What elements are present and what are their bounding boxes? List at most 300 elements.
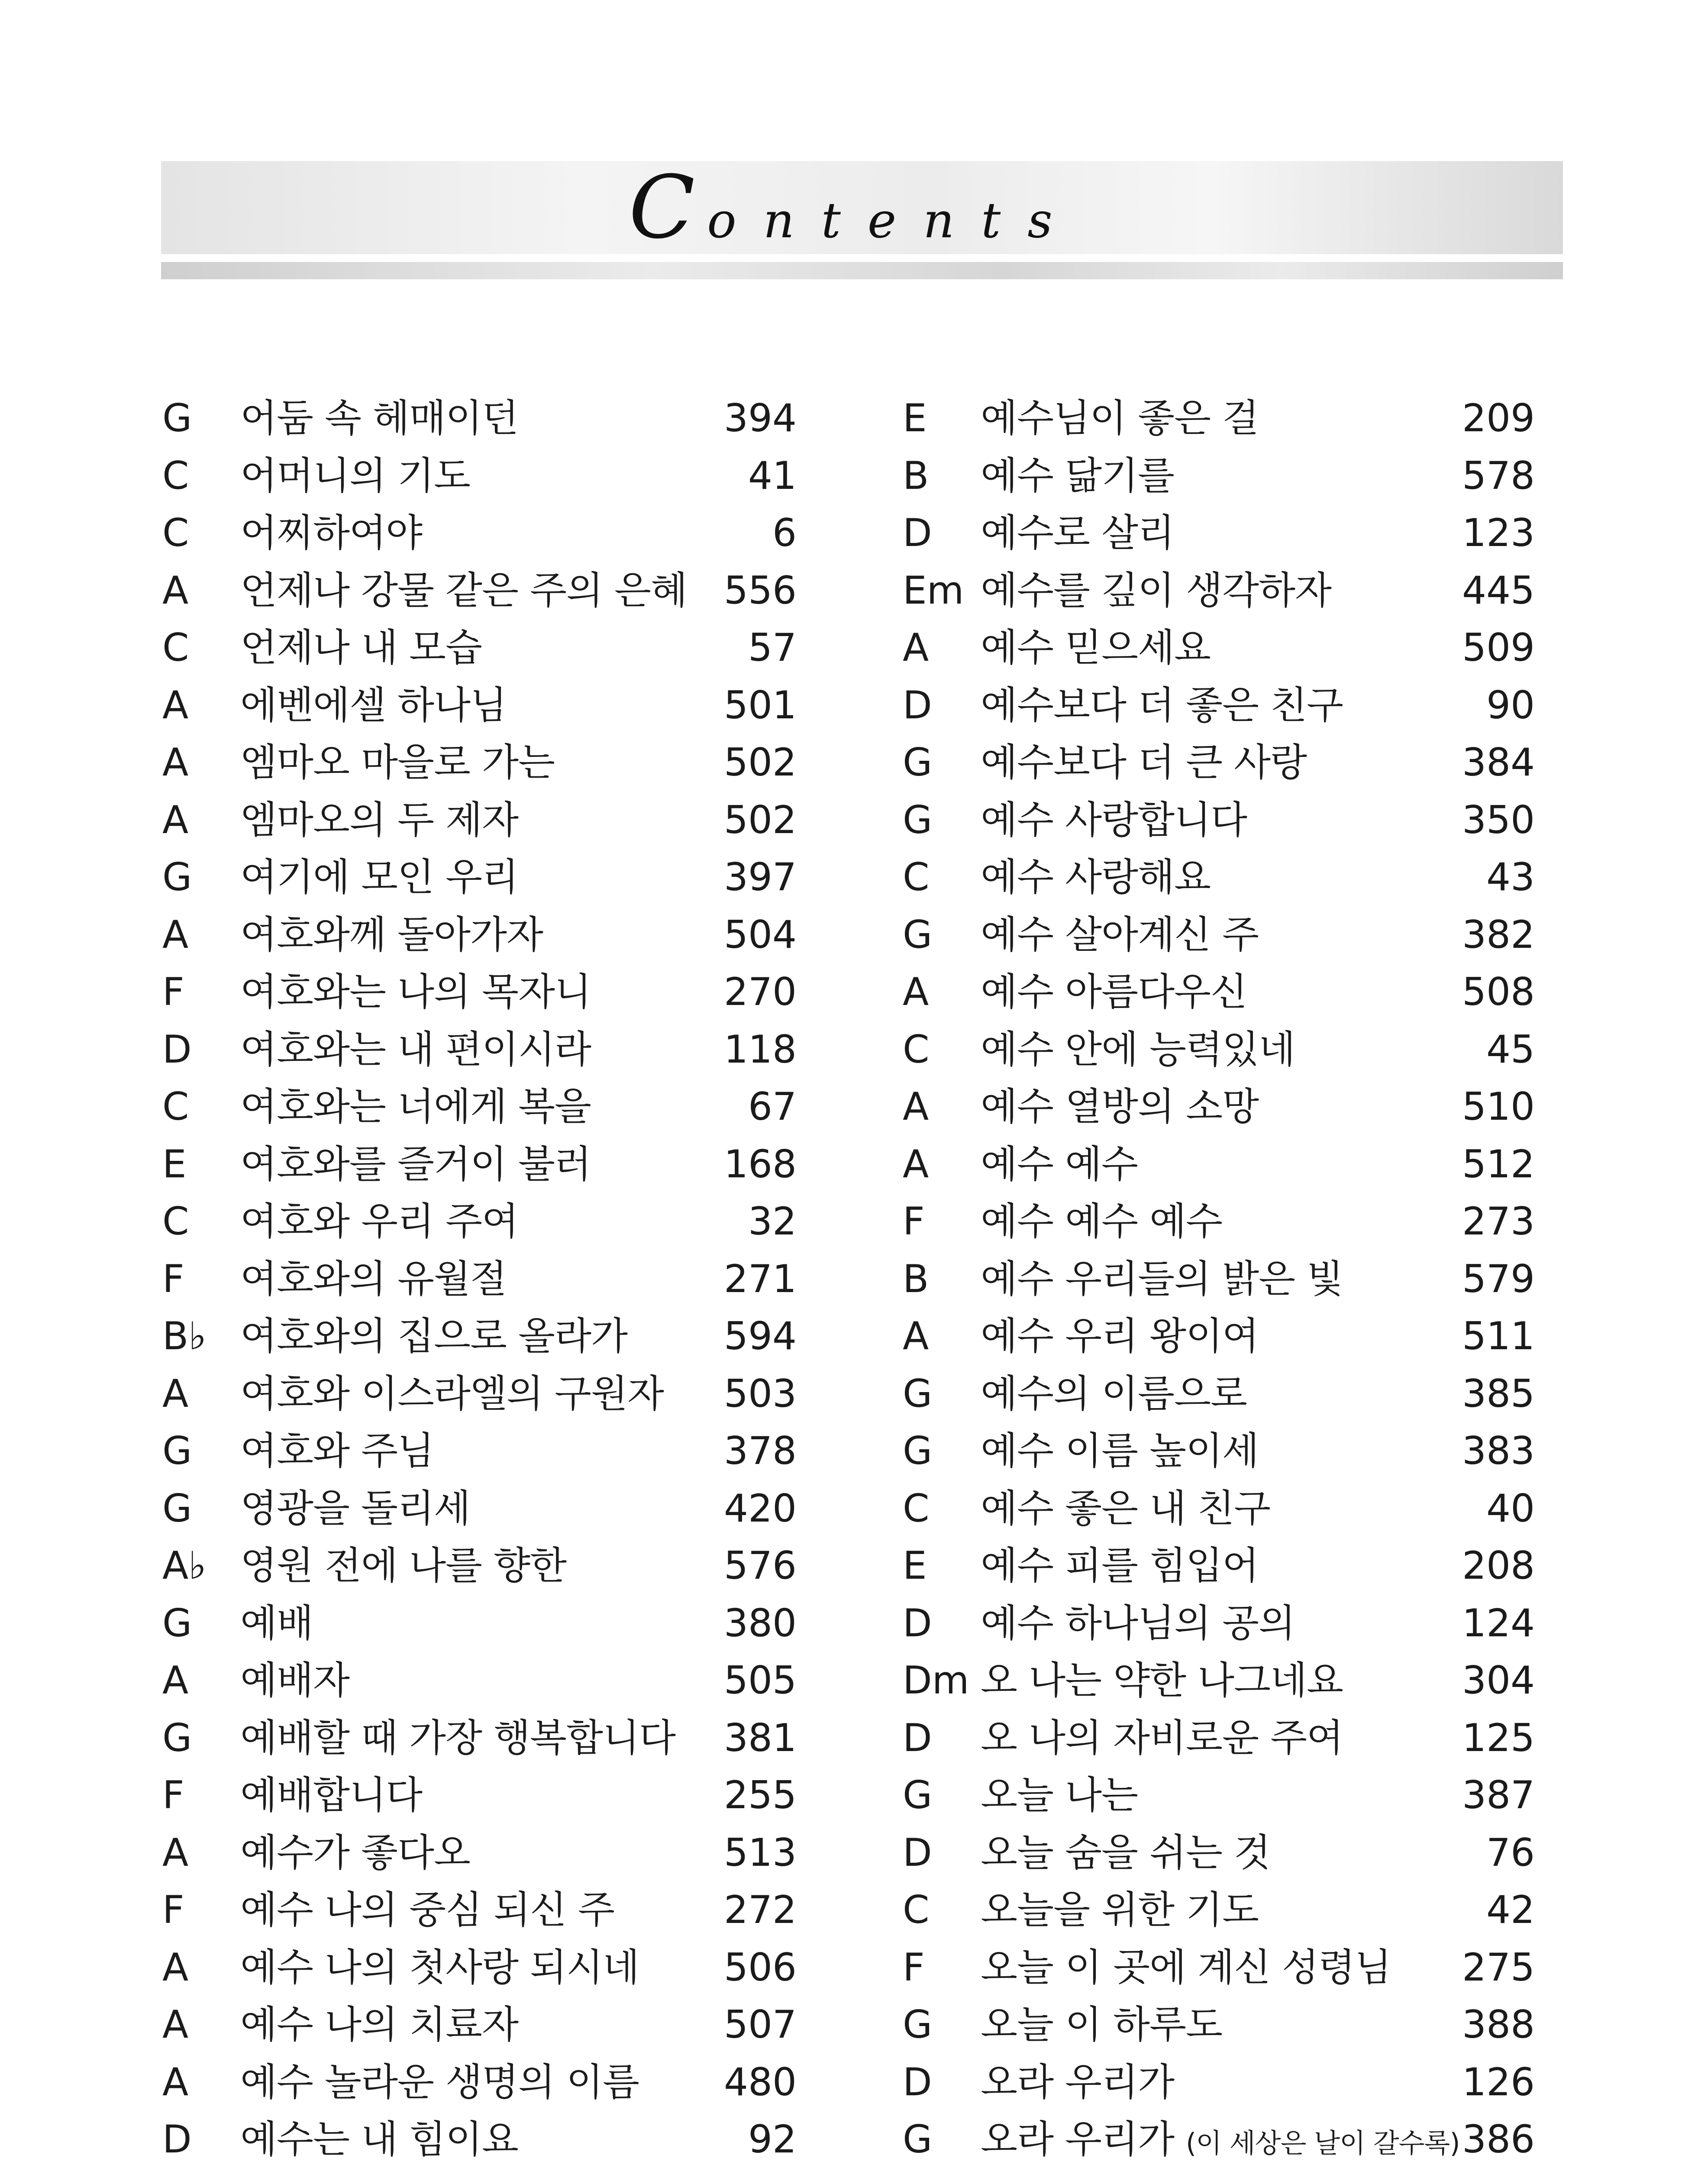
page-number: 381 [724,1715,797,1760]
song-title: 예수님이 좋은 걸 [981,396,1259,440]
index-entry [162,734,797,792]
song-key: F [903,1945,925,1990]
page-number: 576 [724,1543,797,1588]
index-entry [903,1480,1535,1538]
page-number: 92 [748,2117,797,2162]
song-title: 예수 살아계신 주 [981,912,1259,957]
song-title-wrap [981,906,1259,964]
index-entry [903,1193,1535,1251]
song-title-wrap [981,792,1247,849]
song-title-wrap [240,1996,518,2054]
page-number: 384 [1462,740,1535,785]
page-number: 420 [724,1486,797,1531]
song-title-wrap [981,849,1211,906]
page-number: 512 [1462,1141,1535,1186]
song-title: 어둠 속 헤매이던 [240,396,519,440]
song-key: A [903,1084,929,1129]
song-title-wrap [981,1709,1343,1767]
song-key: F [903,1199,925,1244]
page-number: 380 [724,1600,797,1645]
song-title-wrap [981,1939,1391,1997]
page-number: 503 [724,1371,797,1416]
page-number: 168 [724,1141,797,1186]
page-number: 90 [1486,682,1535,727]
song-title: 오늘 숨을 쉬는 것 [981,1830,1270,1875]
song-key: G [903,2002,933,2047]
index-entry [162,1193,797,1251]
index-entry [162,1767,797,1824]
page-number: 394 [724,396,797,440]
page-number: 382 [1462,912,1535,957]
song-title: 오 나의 자비로운 주여 [981,1715,1343,1760]
page-number: 501 [724,682,797,727]
index-entry [162,562,797,620]
index-entry [903,1939,1535,1997]
song-title: 예수 이름 높이세 [981,1428,1259,1473]
page-number: 271 [724,1256,797,1301]
song-title: 여호와를 즐거이 불러 [240,1141,591,1186]
song-title-wrap [240,1251,507,1308]
title-rest: ontents [707,193,1079,249]
song-title-wrap [240,677,507,734]
song-key: D [903,2059,932,2104]
page-number: 273 [1462,1199,1535,1244]
song-key: Em [903,568,964,613]
song-title: 예배 [240,1600,313,1645]
index-entry [903,2054,1535,2111]
song-title: 엠마오의 두 제자 [240,797,519,842]
song-key: G [903,2117,933,2162]
song-title: 예수 사랑해요 [981,855,1211,899]
index-entry [903,1308,1535,1365]
song-title-wrap [240,1767,422,1824]
song-key: D [903,1830,932,1875]
page-number: 383 [1462,1428,1535,1473]
song-title: 예수 나의 첫사랑 되시네 [240,1945,639,1990]
song-key: A [162,568,189,613]
song-title: 여호와 주님 [240,1428,434,1473]
song-title-wrap [981,734,1307,792]
song-title: 예배합니다 [240,1773,423,1817]
song-title: 여호와는 너에게 복을 [240,1084,591,1129]
index-entry [903,1021,1535,1079]
page-number: 208 [1462,1543,1535,1588]
song-title: 오 나는 약한 나그네요 [981,1658,1343,1703]
song-title-wrap [240,1709,675,1767]
index-entry [162,1881,797,1939]
song-key: G [162,1428,192,1473]
page-number: 578 [1462,453,1535,498]
page-number: 32 [748,1199,797,1244]
song-title: 예배자 [240,1658,350,1703]
song-title: 예수 나의 치료자 [240,2002,519,2047]
index-entry [162,1480,797,1538]
index-entry [903,906,1535,964]
song-title: 여기에 모인 우리 [240,855,519,899]
index-entry [162,1422,797,1480]
page-number: 508 [1462,969,1535,1014]
page-number: 388 [1462,2002,1535,2047]
song-title-wrap [981,1480,1270,1538]
song-key: A [903,969,929,1014]
index-entry [903,1078,1535,1136]
song-title: 예수 예수 예수 [981,1199,1222,1244]
page-number: 350 [1462,797,1535,842]
page-number: 209 [1462,396,1535,440]
page-number: 594 [724,1314,797,1358]
song-key: G [162,1715,192,1760]
song-title: 예수로 살리 [981,511,1175,555]
song-key: B [903,1256,929,1301]
song-title: 예수보다 더 큰 사랑 [981,740,1307,785]
song-key: G [903,1773,933,1817]
song-title: 예수 우리 왕이여 [981,1314,1259,1358]
song-title: 예수 우리들의 밝은 빛 [981,1256,1343,1301]
song-title-wrap [981,963,1247,1021]
song-title-wrap [981,1652,1343,1709]
index-entry [903,1365,1535,1423]
song-key: F [162,969,184,1014]
song-title: 오라 우리가 [981,2117,1175,2162]
song-title-wrap [240,1939,639,1997]
song-key: G [162,1600,192,1645]
song-key: G [162,396,192,440]
song-title: 예수의 이름으로 [981,1371,1247,1416]
song-title: 영광을 돌리세 [240,1486,471,1531]
index-entry [162,619,797,677]
song-title: 엠마오 마을로 가는 [240,740,555,785]
page-number: 502 [724,740,797,785]
song-title-wrap [240,1824,470,1882]
page-number: 502 [724,797,797,842]
song-key: A [162,1945,189,1990]
page-number: 387 [1462,1773,1535,1817]
song-key: G [162,1486,192,1531]
song-title-wrap [240,2054,639,2111]
song-title-wrap [981,1251,1343,1308]
index-entry [903,734,1535,792]
song-key: A [162,740,189,785]
title-initial: C [629,157,695,258]
song-title-wrap [240,1308,627,1365]
header-divider-band [161,262,1563,279]
song-key: C [162,511,189,555]
page-number: 513 [724,1830,797,1875]
song-key: A [903,1141,929,1186]
song-key: A [162,912,189,957]
song-title-wrap [981,1881,1259,1939]
song-key: C [903,1486,930,1531]
song-title-wrap [981,1308,1259,1365]
song-title: 예수는 내 힘이요 [240,2117,519,2162]
index-entry [903,1422,1535,1480]
song-key: E [162,1141,187,1186]
index-entry [903,1136,1535,1193]
song-title-wrap [981,1996,1222,2054]
index-entry [162,2054,797,2111]
song-title: 오늘 이 하루도 [981,2002,1222,2047]
song-title-wrap [981,1021,1295,1079]
index-entry [162,906,797,964]
song-title-wrap [981,562,1331,620]
song-title: 언제나 강물 같은 주의 은혜 [240,568,687,613]
song-title: 예수 하나님의 공의 [981,1600,1295,1645]
page-number: 124 [1462,1600,1535,1645]
song-key: A [162,1830,189,1875]
page-number: 255 [724,1773,797,1817]
song-key: D [903,1715,932,1760]
song-title-wrap [240,849,518,906]
song-key: D [162,1027,192,1072]
song-key: E [903,396,927,440]
page-number: 556 [724,568,797,613]
index-entry [162,504,797,562]
index-entry [903,1881,1535,1939]
song-title-wrap [240,390,518,447]
index-entry [903,1996,1535,2054]
page-number: 510 [1462,1084,1535,1129]
index-entry [903,1767,1535,1824]
song-title-wrap [240,1078,591,1136]
song-title-wrap [240,2111,518,2165]
song-title: 예수 예수 [981,1141,1138,1186]
song-title-wrap [981,447,1174,505]
song-title-wrap [240,906,543,964]
song-key: F [162,1773,184,1817]
song-key: G [162,855,192,899]
song-key: A [162,682,189,727]
page-number: 445 [1462,568,1535,613]
index-entry [903,1595,1535,1652]
page-number: 6 [772,511,797,555]
song-key: A [162,1371,189,1416]
song-key: G [903,912,933,957]
song-title: 예수 닮기를 [981,453,1175,498]
song-title-wrap [981,677,1343,734]
index-entry [903,1824,1535,1882]
index-entry [903,1251,1535,1308]
song-title: 예수 피를 힘입어 [981,1543,1259,1588]
page-number: 57 [748,625,797,670]
page-number: 43 [1486,855,1535,899]
index-entry [903,1652,1535,1709]
page-number: 40 [1486,1486,1535,1531]
song-title: 여호와의 집으로 올라가 [240,1314,628,1358]
song-title-wrap [981,1193,1222,1251]
song-title: 오늘을 위한 기도 [981,1887,1259,1932]
page-number: 76 [1486,1830,1535,1875]
index-entry [162,1078,797,1136]
song-key: A [903,1314,929,1358]
song-key: G [903,797,933,842]
index-entry [162,963,797,1021]
song-key: D [903,1600,932,1645]
index-entry [162,677,797,734]
song-title: 어머니의 기도 [240,453,471,498]
index-entry [903,2111,1535,2165]
index-entry [162,1652,797,1709]
song-title-wrap [240,734,555,792]
song-key: A [162,2002,189,2047]
song-title-wrap [981,1422,1259,1480]
song-title: 여호와는 나의 목자니 [240,969,591,1014]
song-key: C [162,1199,189,1244]
song-key: B [903,453,929,498]
index-entry [903,677,1535,734]
song-key: C [162,625,189,670]
index-entry [903,1537,1535,1595]
song-key: G [903,1428,933,1473]
song-title-wrap [240,504,422,562]
song-key: A [903,625,929,670]
song-title-wrap [240,447,470,505]
song-title-wrap [240,1136,591,1193]
song-title-wrap [240,792,518,849]
index-entry [903,963,1535,1021]
index-entry [162,1595,797,1652]
song-title-wrap [240,619,482,677]
song-key: E [903,1543,927,1588]
index-entry [162,447,797,505]
page-number: 506 [724,1945,797,1990]
song-title-wrap [981,619,1211,677]
left-index-column [162,390,797,2165]
index-entry [162,1709,797,1767]
index-entry [903,504,1535,562]
song-title: 예수 나의 중심 되신 주 [240,1887,614,1932]
index-entry [903,1709,1535,1767]
song-title: 예수 믿으세요 [981,625,1211,670]
song-title: 예수 놀라운 생명의 이름 [240,2059,639,2104]
song-title-wrap [240,1365,664,1423]
song-title: 예수 좋은 내 친구 [981,1486,1270,1531]
song-title: 예수 사랑합니다 [981,797,1247,842]
song-key: C [903,1887,930,1932]
page-number: 505 [724,1658,797,1703]
page-number: 579 [1462,1256,1535,1301]
page-number: 42 [1486,1887,1535,1932]
song-title-wrap [240,1881,614,1939]
song-title: 오라 우리가 [981,2059,1175,2104]
index-entry [903,792,1535,849]
song-title: 여호와 우리 주여 [240,1199,519,1244]
page-number: 41 [748,453,797,498]
song-title-wrap [981,1078,1259,1136]
page-number: 509 [1462,625,1535,670]
page-number: 507 [724,2002,797,2047]
song-title: 여호와께 돌아가자 [240,912,543,957]
song-title-wrap [240,1021,591,1079]
song-key: A [162,1658,189,1703]
song-title-wrap [981,1767,1138,1824]
song-key: A [162,797,189,842]
page-number: 511 [1462,1314,1535,1358]
page-number: 125 [1462,1715,1535,1760]
page-title [0,157,1708,258]
song-key: C [162,1084,189,1129]
song-title-wrap [981,1136,1138,1193]
index-entry [162,1537,797,1595]
song-title: 예수 아름다우신 [981,969,1247,1014]
song-title-wrap [240,1652,349,1709]
song-title-wrap [981,1537,1259,1595]
index-entry [903,447,1535,505]
song-key: G [903,740,933,785]
song-key: F [162,1887,184,1932]
page-number: 304 [1462,1658,1535,1703]
page-number: 270 [724,969,797,1014]
index-entry [903,619,1535,677]
song-title-wrap [981,1595,1295,1652]
song-title: 여호와는 내 편이시라 [240,1027,591,1072]
index-entry [162,1996,797,2054]
page-number: 385 [1462,1371,1535,1416]
song-title: 에벤에셀 하나님 [240,682,507,727]
song-title: 예배할 때 가장 행복합니다 [240,1715,676,1760]
index-entry [162,1365,797,1423]
index-entry [162,1136,797,1193]
song-key: D [903,511,932,555]
song-title-wrap [240,963,591,1021]
song-key: D [903,682,932,727]
song-title: 여호와의 유월절 [240,1256,507,1301]
song-key: A♭ [162,1543,207,1588]
song-title: 예수가 좋다오 [240,1830,471,1875]
song-title: 예수를 깊이 생각하자 [981,568,1332,613]
index-entry [162,1308,797,1365]
index-entry [162,1824,797,1882]
index-entry [162,1251,797,1308]
song-title-wrap [240,1480,470,1538]
song-key: F [162,1256,184,1301]
page-number: 275 [1462,1945,1535,1990]
song-title-wrap [240,1422,434,1480]
page-number: 397 [724,855,797,899]
index-entry [903,390,1535,447]
song-title: 어찌하여야 [240,511,423,555]
song-key: Dm [903,1658,969,1703]
song-title-wrap [981,1365,1247,1423]
page-number: 126 [1462,2059,1535,2104]
song-key: D [162,2117,192,2162]
right-index-column [903,390,1535,2165]
song-title-wrap [240,1537,566,1595]
song-subtitle-note: (이 세상은 날이 갈수록) [1186,2127,1460,2159]
index-entry [162,1939,797,1997]
page-number: 378 [724,1428,797,1473]
page-number: 118 [724,1027,797,1072]
song-title: 여호와 이스라엘의 구원자 [240,1371,664,1416]
song-key: C [903,855,930,899]
page-number: 386 [1462,2117,1535,2162]
song-title: 영원 전에 나를 향한 [240,1543,566,1588]
song-title-wrap [981,2054,1174,2111]
index-entry [903,849,1535,906]
page-number: 123 [1462,511,1535,555]
song-key: A [162,2059,189,2104]
page-number: 45 [1486,1027,1535,1072]
index-entry [903,562,1535,620]
song-title-wrap [981,504,1174,562]
page-number: 480 [724,2059,797,2104]
song-key: C [162,453,189,498]
index-entry [162,1021,797,1079]
song-title: 오늘 이 곳에 계신 성령님 [981,1945,1391,1990]
song-title-wrap [240,562,687,620]
song-key: C [903,1027,930,1072]
index-entry [162,2111,797,2165]
song-title-wrap [240,1595,313,1652]
